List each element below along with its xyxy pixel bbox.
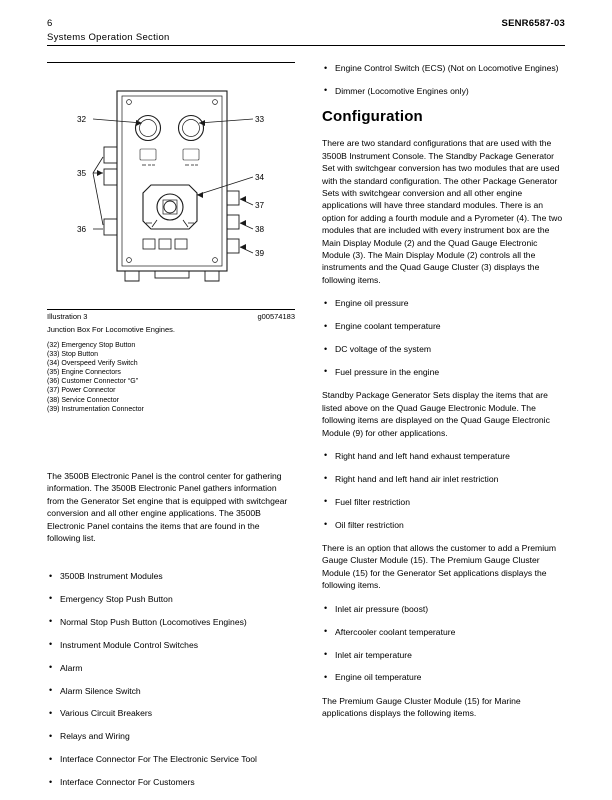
list-item: • Fuel pressure in the engine bbox=[322, 366, 565, 378]
list-item: • Right hand and left hand exhaust temperature bbox=[322, 450, 565, 462]
list-item: • Relays and Wiring bbox=[47, 730, 299, 742]
section-heading-configuration: Configuration bbox=[322, 108, 423, 126]
left-body-paragraph bbox=[47, 470, 295, 555]
list-item: • Inlet air temperature bbox=[322, 649, 565, 661]
callout-36: 36 bbox=[77, 225, 87, 234]
list-item: • Right hand and left hand air inlet restriction bbox=[322, 473, 565, 485]
right-top-list bbox=[322, 62, 565, 97]
legend-item: (38) Service Connector bbox=[47, 396, 119, 404]
list-item: • Engine Control Switch (ECS) (Not on Locomotive Engines) bbox=[322, 62, 565, 74]
callout-37: 37 bbox=[255, 201, 265, 210]
paragraph: The Premium Gauge Cluster Module (15) for Marine applications displays the following items. bbox=[322, 695, 521, 719]
paragraph: The 3500B Electronic Panel is the control center for gathering information. The 3500B Electronic Panel gathers information from the Generator Set engine that is equipped with switchgear conversion and all other engine applications. The 3500B Electronic Panel contains the items that are found in the following list. bbox=[47, 471, 288, 544]
legend-item: (37) Power Connector bbox=[47, 387, 116, 395]
list-item: • Normal Stop Push Button (Locomotives Engines) bbox=[47, 616, 299, 628]
list-item: • DC voltage of the system bbox=[322, 343, 565, 355]
legend-item: (32) Emergency Stop Button bbox=[47, 342, 136, 349]
quad-gauge-items-list bbox=[322, 297, 565, 378]
list-item: • Alarm Silence Switch bbox=[47, 685, 299, 697]
illustration-figure bbox=[47, 73, 295, 413]
list-item: • Emergency Stop Push Button bbox=[47, 593, 299, 605]
callout-35: 35 bbox=[77, 169, 87, 178]
list-item: • Inlet air pressure (boost) bbox=[322, 603, 565, 615]
list-item: • Interface Connector For The Electronic Service Tool bbox=[47, 753, 299, 765]
callout-32: 32 bbox=[77, 115, 87, 124]
section-title: Systems Operation Section bbox=[47, 32, 170, 43]
list-item: • Various Circuit Breakers bbox=[47, 707, 299, 719]
legend-item: (39) Instrumentation Connector bbox=[47, 405, 144, 413]
callout-39: 39 bbox=[255, 249, 265, 258]
list-item: • Alarm bbox=[47, 662, 299, 674]
legend-item: (35) Engine Connectors bbox=[47, 369, 121, 377]
header-divider bbox=[47, 45, 565, 46]
other-applications-list bbox=[322, 450, 565, 531]
junction-box-drawing bbox=[47, 73, 295, 305]
list-item: • Dimmer (Locomotive Engines only) bbox=[322, 85, 565, 97]
paragraph: There are two standard configurations that are used with the 3500B Instrument Console. The Standby Package Generator Set with switchgear conversion has two modules that are used with the standard configuration. The other Package Generator Sets with switchgear conversion and all other engine applications will have three standard modules. There is an option for adding a fourth module and a Pyrometer (4). The two modules that are included with every instrument box are the Main Display Module (2) and the Quad Gauge Electronic Module (3). The Main Display Module (2) controls all the instruments and the Quad Gauge Cluster (3) displays the following items. bbox=[322, 138, 563, 285]
list-item: • Fuel filter restriction bbox=[322, 496, 565, 508]
figure-top-divider bbox=[47, 62, 295, 63]
illustration-legend bbox=[47, 341, 295, 414]
illustration-title: Junction Box For Locomotive Engines. bbox=[47, 325, 175, 334]
legend-item: (36) Customer Connector “G” bbox=[47, 378, 139, 386]
list-item: • Instrument Module Control Switches bbox=[47, 639, 299, 651]
illustration-id: g00574183 bbox=[257, 312, 295, 321]
paragraph: Standby Package Generator Sets display the items that are listed above on the Quad Gauge Electronic Module. The following items are displayed on the Quad Gauge Electronic Module (9) for other applications. bbox=[322, 390, 550, 438]
callout-38: 38 bbox=[255, 225, 265, 234]
left-column bbox=[47, 62, 295, 413]
document-code: SENR6587-03 bbox=[501, 18, 565, 29]
paragraph: There is an option that allows the customer to add a Premium Gauge Cluster Module (15). The Premium Gauge Cluster Module (15) for the Generator Set applications displays the following items. bbox=[322, 543, 557, 591]
list-item: • 3500B Instrument Modules bbox=[47, 570, 299, 582]
callout-33: 33 bbox=[255, 115, 265, 124]
list-item: • Engine oil pressure bbox=[322, 297, 565, 309]
right-column bbox=[322, 62, 565, 731]
page-number: 6 bbox=[47, 18, 53, 29]
left-panel-contents-list bbox=[47, 570, 299, 800]
illustration-label: Illustration 3 bbox=[47, 312, 88, 321]
list-item: • Oil filter restriction bbox=[322, 519, 565, 531]
list-item: • Aftercooler coolant temperature bbox=[322, 626, 565, 638]
legend-item: (33) Stop Button bbox=[47, 351, 98, 359]
premium-gauge-items-list bbox=[322, 603, 565, 684]
legend-item: (34) Overspeed Verify Switch bbox=[47, 360, 138, 368]
list-item: • Engine coolant temperature bbox=[322, 320, 565, 332]
list-item: • Interface Connector For Customers bbox=[47, 776, 299, 788]
figure-divider bbox=[47, 309, 295, 310]
list-item: • Engine oil temperature bbox=[322, 671, 565, 683]
callout-34: 34 bbox=[255, 173, 265, 182]
